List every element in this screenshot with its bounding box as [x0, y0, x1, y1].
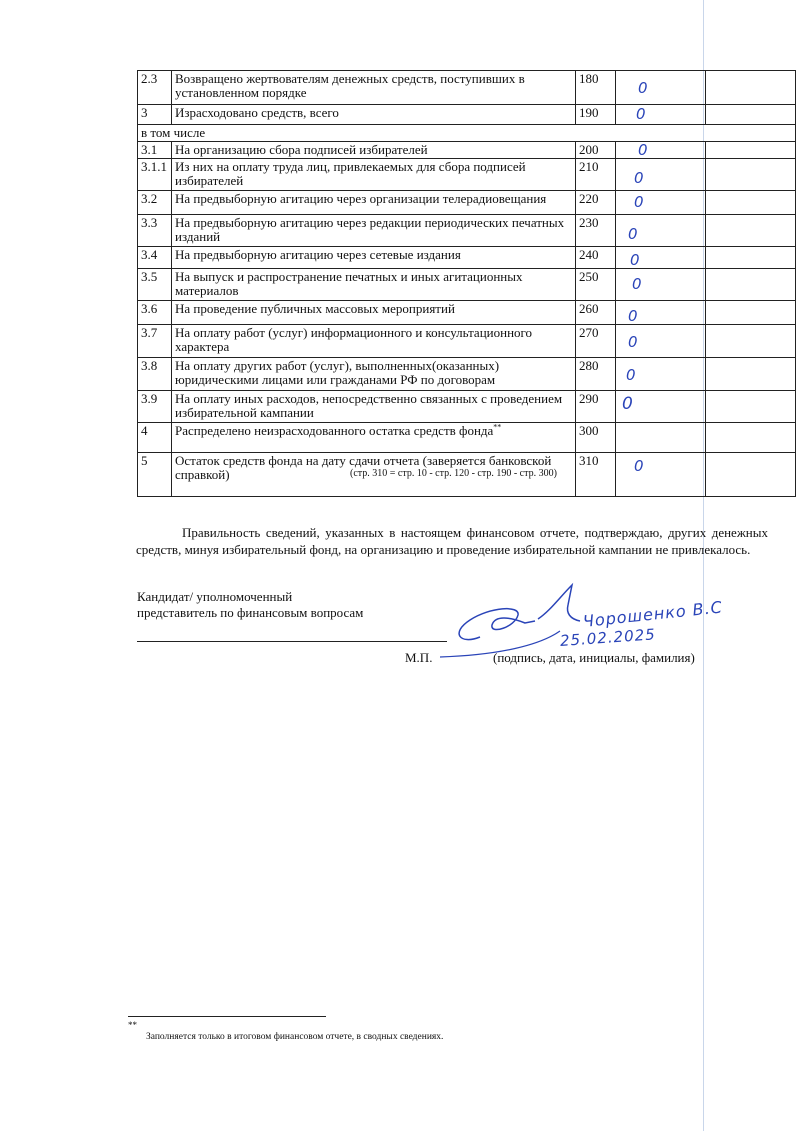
footnote-mark: **: [128, 1020, 137, 1030]
signatory-label-line1: Кандидат/ уполномоченный: [137, 589, 293, 604]
handwritten-value: 0: [638, 79, 648, 97]
row-code: 250: [576, 269, 616, 301]
handwritten-date: 25.02.2025: [559, 625, 657, 650]
handwritten-value: 0: [628, 225, 638, 243]
footnote-reference: **: [493, 422, 502, 432]
row-number: 3: [138, 105, 172, 125]
row-code: 310: [576, 453, 616, 497]
row-description: Распределено неизрасходованного остатка средств фонда: [175, 423, 494, 438]
table-row: [138, 358, 796, 391]
row-code: 230: [576, 215, 616, 247]
table-row: [138, 71, 796, 105]
signatory-label: [137, 589, 397, 621]
row-code: 270: [576, 325, 616, 358]
row-formula: (стр. 310 = стр. 10 - стр. 120 - стр. 190 - стр. 300): [350, 468, 557, 479]
handwritten-value: 0: [634, 193, 644, 211]
table-row: [138, 125, 796, 142]
row-code: 280: [576, 358, 616, 391]
footnote-divider: [128, 1016, 326, 1017]
row-description: Возвращено жертвователям денежных средств, поступивших в установленном порядке: [172, 71, 576, 105]
table-row: [138, 215, 796, 247]
row-number: 3.1: [138, 142, 172, 159]
row-code: 180: [576, 71, 616, 105]
handwritten-value: 0: [634, 169, 644, 187]
row-description: На оплату работ (услуг) информационного и консультационного характера: [172, 325, 576, 358]
table-row: [138, 423, 796, 453]
row-code: 300: [576, 423, 616, 453]
row-number: 3.6: [138, 301, 172, 325]
table-row: [138, 269, 796, 301]
signature-line: [137, 641, 447, 642]
table-row: [138, 325, 796, 358]
handwritten-value: 0: [634, 457, 644, 475]
handwritten-value: [616, 423, 706, 453]
table-row: [138, 142, 796, 159]
signature-caption: (подпись, дата, инициалы, фамилия): [493, 650, 695, 665]
row-number: 3.5: [138, 269, 172, 301]
table-row: [138, 453, 796, 497]
row-number: 3.8: [138, 358, 172, 391]
stamp-place-label: М.П.: [405, 650, 433, 665]
row-code: 260: [576, 301, 616, 325]
row-code: 240: [576, 247, 616, 269]
row-code: 290: [576, 391, 616, 423]
row-code: 190: [576, 105, 616, 125]
row-description: На предвыборную агитацию через организации телерадиовещания: [172, 191, 576, 215]
handwritten-value: 0: [622, 394, 633, 414]
table-row: [138, 391, 796, 423]
row-description: Остаток средств фонда на дату сдачи отчета (заверяется банковской справкой): [175, 453, 552, 482]
row-description: На предвыборную агитацию через сетевые издания: [172, 247, 576, 269]
handwritten-name: Чорошенко В.С: [582, 597, 724, 631]
row-number: 3.3: [138, 215, 172, 247]
signatory-label-line2: представитель по финансовым вопросам: [137, 605, 364, 620]
row-number: 3.9: [138, 391, 172, 423]
row-number: 3.4: [138, 247, 172, 269]
row-code: 210: [576, 159, 616, 191]
row-code: 220: [576, 191, 616, 215]
handwritten-value: 0: [628, 333, 638, 351]
table-row: [138, 159, 796, 191]
handwritten-value: 0: [628, 307, 638, 325]
footnote-text: Заполняется только в итоговом финансовом отчете, в сводных сведениях.: [146, 1032, 444, 1042]
row-description: На оплату других работ (услуг), выполненных(оказанных) юридическими лицами или гражданами РФ по договорам: [172, 358, 576, 391]
row-description: На организацию сбора подписей избирателей: [172, 142, 576, 159]
row-description: На предвыборную агитацию через редакции периодических печатных изданий: [172, 215, 576, 247]
handwritten-value: 0: [638, 141, 648, 159]
handwritten-value: 0: [632, 275, 642, 293]
row-description: Из них на оплату труда лиц, привлекаемых для сбора подписей избирателей: [172, 159, 576, 191]
table-row: [138, 301, 796, 325]
financial-report-table: [137, 70, 796, 497]
row-description: На оплату иных расходов, непосредственно связанных с проведением избирательной кампании: [172, 391, 576, 423]
row-code: 200: [576, 142, 616, 159]
confirmation-statement: Правильность сведений, указанных в настоящем финансовом отчете, подтверждаю, других денежных средств, минуя избирательный фонд, на организацию и проведение избирательной кампании не привлекалось.: [136, 525, 768, 557]
row-number: 3.2: [138, 191, 172, 215]
row-number: 3.1.1: [138, 159, 172, 191]
table-row: [138, 191, 796, 215]
table-row: [138, 105, 796, 125]
handwritten-value: 0: [630, 251, 640, 269]
row-description: Израсходовано средств, всего: [172, 105, 576, 125]
handwritten-value: 0: [636, 105, 646, 123]
row-number: 2.3: [138, 71, 172, 105]
table-row: [138, 247, 796, 269]
row-description: На проведение публичных массовых мероприятий: [172, 301, 576, 325]
row-number: 5: [138, 453, 172, 497]
subtotal-caption: в том числе: [138, 125, 796, 142]
row-number: 3.7: [138, 325, 172, 358]
handwritten-value: 0: [626, 366, 636, 384]
row-description: На выпуск и распространение печатных и иных агитационных материалов: [172, 269, 576, 301]
row-number: 4: [138, 423, 172, 453]
